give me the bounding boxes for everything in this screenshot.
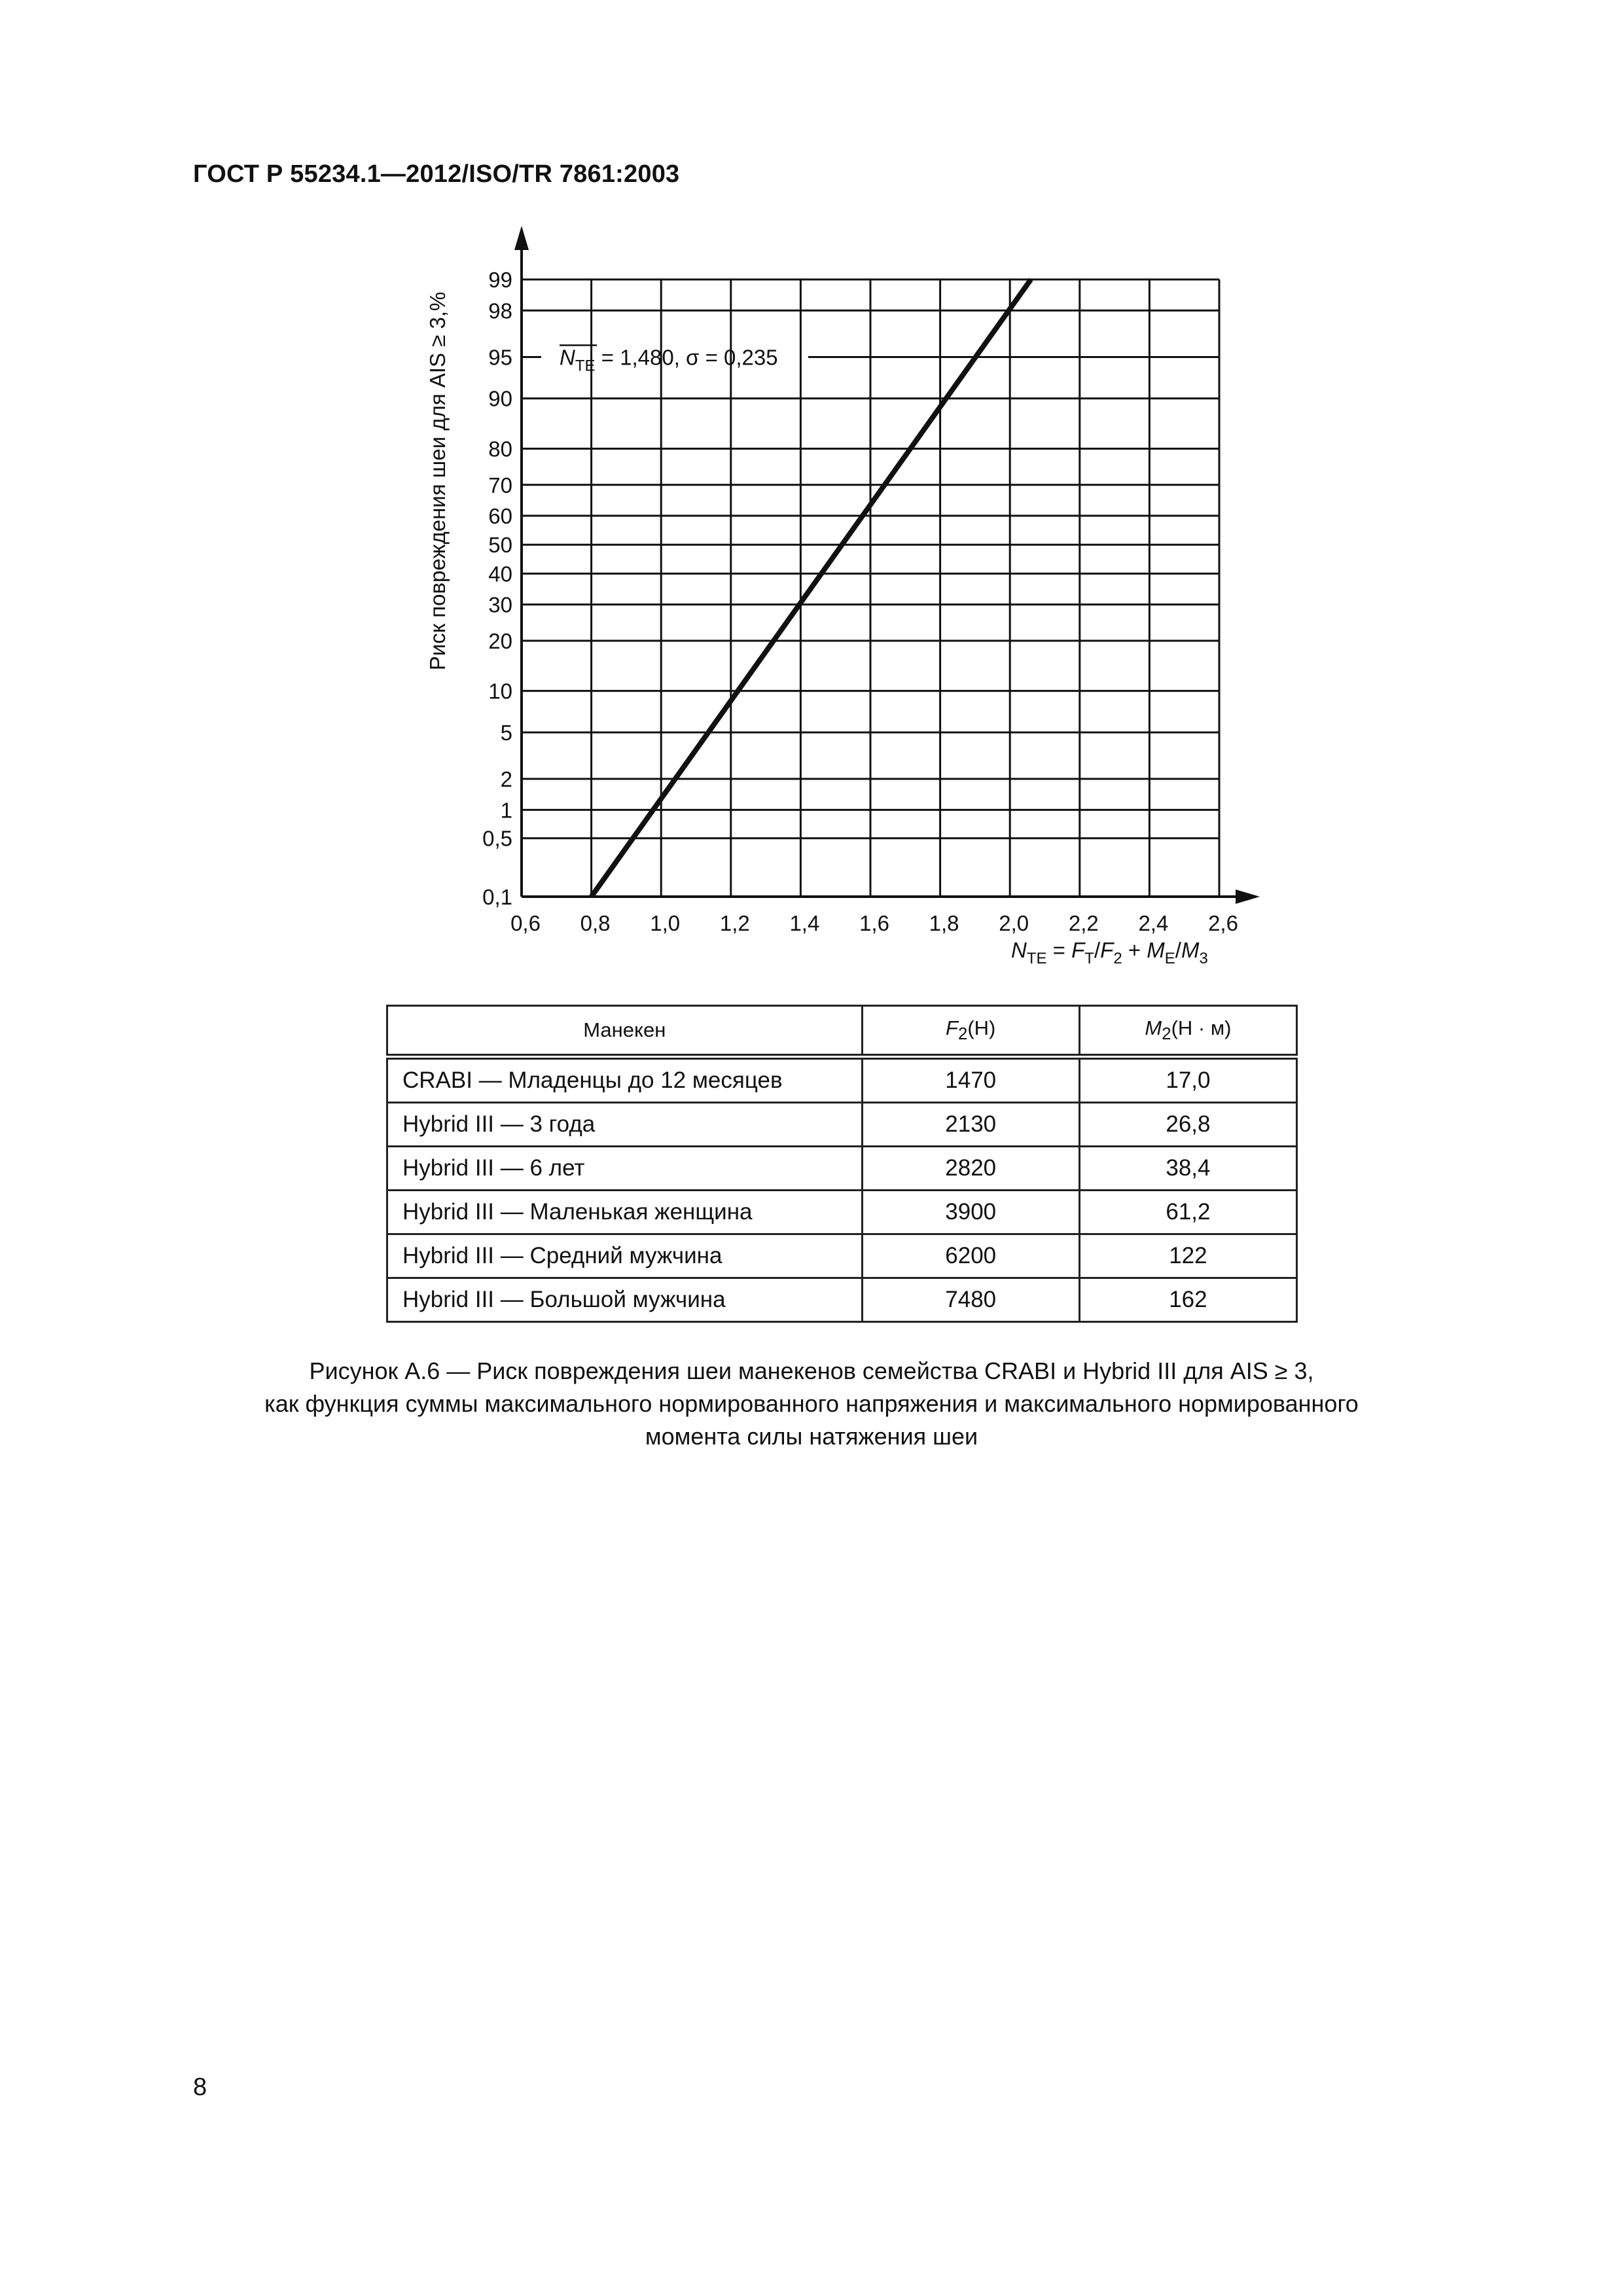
chart-series <box>592 279 1031 897</box>
cell-dummy-name: Hybrid III — Средний мужчина <box>387 1234 863 1278</box>
y-tick-label: 90 <box>488 386 512 411</box>
x-axis-arrow <box>1236 889 1260 904</box>
chart-labels <box>425 268 1238 967</box>
cell-m2: 26,8 <box>1079 1103 1296 1147</box>
x-tick-label: 2,4 <box>1138 911 1169 935</box>
y-axis-arrow <box>514 226 529 250</box>
x-tick-label: 1,0 <box>650 911 681 935</box>
caption-line-1: Рисунок А.6 — Риск повреждения шеи манекенов семейства CRABI и Hybrid III для AIS ≥ 3, <box>309 1357 1314 1384</box>
table-row <box>387 1191 1297 1234</box>
table-row <box>387 1234 1297 1278</box>
cell-f2: 2130 <box>862 1103 1079 1147</box>
dummy-parameters-table <box>386 1005 1298 1323</box>
y-axis-label: Риск повреждения шеи для AIS ≥ 3,% <box>425 291 450 671</box>
table-header-row <box>387 1006 1297 1057</box>
cell-dummy-name: Hybrid III — Маленькая женщина <box>387 1191 863 1234</box>
y-tick-label: 0,1 <box>482 885 512 909</box>
cell-f2: 6200 <box>862 1234 1079 1278</box>
y-tick-label: 40 <box>488 562 512 586</box>
table-row <box>387 1278 1297 1322</box>
x-tick-label: 1,2 <box>719 911 750 935</box>
x-tick-label: 1,6 <box>859 911 889 935</box>
cell-dummy-name: CRABI — Младенцы до 12 месяцев <box>387 1057 863 1103</box>
series-line <box>592 279 1031 897</box>
annotation-parameters: $N_{TE} = 1,480$, σ = 0,235 <box>560 345 778 375</box>
cell-f2: 3900 <box>862 1191 1079 1234</box>
x-tick-label: 2,2 <box>1068 911 1099 935</box>
header-f2: $F_2(Н)$ <box>862 1006 1079 1057</box>
risk-chart <box>0 0 1623 982</box>
table-row <box>387 1103 1297 1147</box>
y-tick-label: 60 <box>488 504 512 529</box>
y-tick-label: 10 <box>488 679 512 704</box>
y-tick-label: 5 <box>500 720 512 745</box>
y-tick-label: 80 <box>488 437 512 461</box>
x-tick-label: 0,8 <box>580 911 611 935</box>
x-tick-label: 1,4 <box>789 911 820 935</box>
cell-m2: 61,2 <box>1079 1191 1296 1234</box>
cell-m2: 162 <box>1079 1278 1296 1322</box>
x-axis-label: $N_{TE} = F_T/F_2 + M_E/M_3$ <box>1011 938 1208 967</box>
page-number: 8 <box>193 2073 207 2101</box>
table-row <box>387 1057 1297 1103</box>
x-tick-label: 1,8 <box>929 911 959 935</box>
y-tick-label: 2 <box>500 767 512 792</box>
y-tick-label: 0,5 <box>482 826 512 851</box>
x-tick-label: 2,6 <box>1208 911 1238 935</box>
cell-dummy-name: Hybrid III — 3 года <box>387 1103 863 1147</box>
y-tick-label: 99 <box>488 268 512 292</box>
y-tick-label: 20 <box>488 628 512 653</box>
cell-m2: 122 <box>1079 1234 1296 1278</box>
cell-m2: 17,0 <box>1079 1057 1296 1103</box>
cell-f2: 1470 <box>862 1057 1079 1103</box>
y-tick-label: 30 <box>488 592 512 617</box>
y-tick-label: 1 <box>500 798 512 823</box>
caption-line-3: момента силы натяжения шеи <box>645 1423 978 1450</box>
table-row <box>387 1147 1297 1191</box>
y-tick-label: 70 <box>488 473 512 497</box>
x-tick-label: 0,6 <box>510 911 541 935</box>
figure-caption <box>157 1355 1466 1453</box>
cell-m2: 38,4 <box>1079 1147 1296 1191</box>
y-tick-label: 50 <box>488 533 512 558</box>
x-tick-label: 2,0 <box>999 911 1029 935</box>
document-header: ГОСТ Р 55234.1—2012/ISO/TR 7861:2003 <box>193 160 680 188</box>
header-m2: $M_2(Н \cdot м)$ <box>1079 1006 1296 1057</box>
cell-f2: 2820 <box>862 1147 1079 1191</box>
chart-axes <box>514 226 1260 904</box>
y-tick-label: 95 <box>488 345 512 370</box>
chart-grid <box>522 279 1219 897</box>
cell-dummy-name: Hybrid III — Большой мужчина <box>387 1278 863 1322</box>
header-dummy: Манекен <box>387 1006 863 1057</box>
cell-dummy-name: Hybrid III — 6 лет <box>387 1147 863 1191</box>
caption-line-2: как функция суммы максимального нормированного напряжения и максимального нормированного <box>264 1390 1359 1417</box>
y-tick-label: 98 <box>488 298 512 323</box>
cell-f2: 7480 <box>862 1278 1079 1322</box>
